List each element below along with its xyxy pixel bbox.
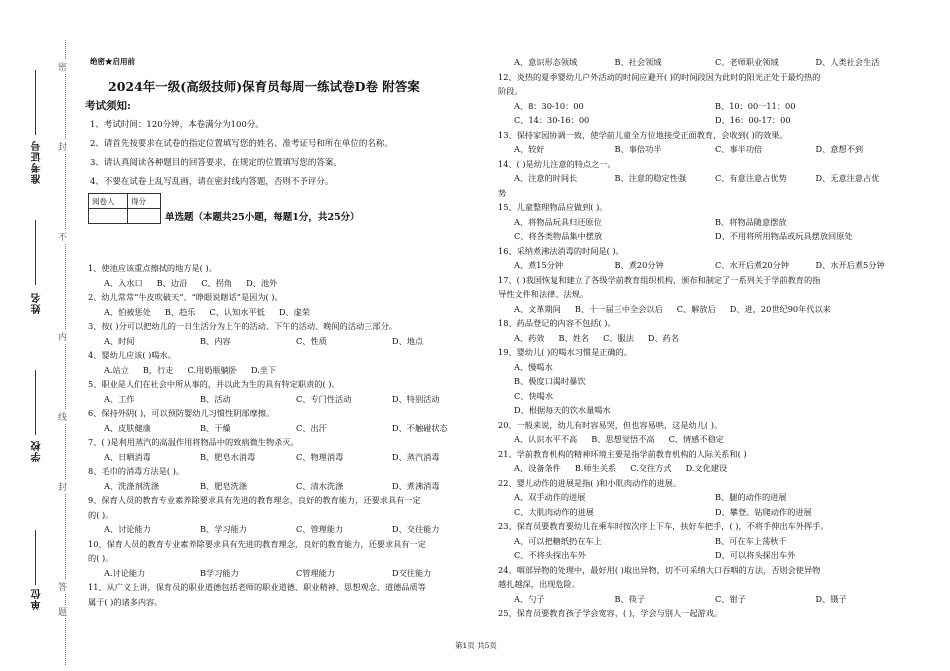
option[interactable]: B、将物品随意摆放 [715, 216, 787, 227]
option[interactable]: A、意识形态领域 [514, 57, 578, 67]
option[interactable]: B、注意的稳定性强 [614, 173, 687, 183]
question: 18、药品登记的内容不包括( )。 [498, 318, 616, 328]
option[interactable]: B、肥皂水消毒 [200, 451, 256, 462]
option[interactable]: C、老师职业领域 [715, 57, 779, 67]
option[interactable]: C、性质 [296, 335, 327, 346]
binding-label-school: 学校 [32, 440, 43, 462]
question: 17、( )我国恢复和建立了各级学前教育组织机构，颁布和制定了一系列关于学前教育的指 [498, 274, 821, 285]
option-row [88, 334, 488, 349]
binding-label-unit: 单位 [32, 588, 43, 610]
option[interactable]: B，行走 [142, 364, 174, 375]
question-cont: 属于( )的诸多内容。 [88, 596, 163, 607]
option-row [498, 55, 916, 70]
option[interactable]: C、水开后煮20分钟 [715, 260, 789, 270]
option[interactable]: D、不触碰状态 [392, 422, 448, 433]
section-title: 单选题（本题共25小题，每题1分，共25分） [165, 212, 360, 223]
score-table [88, 193, 161, 224]
option[interactable]: D交往能力 [392, 567, 432, 578]
option[interactable]: C、快喝水 [514, 390, 554, 401]
question: 22、婴儿动作的进展是指( )和小肌肉动作的进展。 [498, 477, 682, 488]
option[interactable]: D、攀登、钻爬动作的进展 [715, 506, 812, 517]
binding-margin [22, 40, 92, 665]
option[interactable]: A、入水口 [104, 277, 143, 288]
secret-mark: 绝密★启用前 [90, 57, 135, 66]
option[interactable]: B、思想觉悟不高 [591, 434, 655, 444]
option[interactable]: A、设备条件 [514, 463, 561, 473]
option[interactable]: D、地点 [392, 335, 424, 346]
question: 9、保育人员的教育专业素养除要求具有先进的教育理念，良好的教育能力，还要求具有一定 [88, 495, 421, 505]
option[interactable]: C管理能力 [296, 567, 336, 578]
option[interactable]: B、干燥 [200, 422, 231, 433]
option[interactable]: B、极度口渴时暴饮 [514, 376, 586, 386]
option[interactable]: C、管理能力 [296, 524, 344, 534]
question: 5、职业是人们在社会中所从事的，并以此为生的具有特定职责的( )。 [88, 379, 340, 389]
notice-heading: 考试须知: [85, 100, 131, 112]
question: 3、按( )分可以把幼儿的一日生活分为上午的活动、下午的活动、晚间的活动三部分。 [88, 321, 397, 331]
option[interactable]: A、洗涤剂洗涤 [104, 480, 160, 491]
option[interactable]: D、煮沸消毒 [392, 480, 440, 491]
option[interactable]: B、学习能力 [200, 524, 247, 534]
fill-line-school [35, 370, 36, 435]
question-cont: 势 [498, 187, 507, 198]
question-cont: 越扎越深，出现危险。 [498, 579, 580, 589]
fill-line-exam-id [35, 70, 36, 135]
seal-char: 密 [58, 60, 67, 73]
option[interactable]: D.坐下 [251, 364, 277, 375]
option[interactable]: C、服法 [603, 332, 634, 343]
option[interactable]: D、蒸汽消毒 [392, 451, 440, 462]
option-row [498, 258, 916, 273]
option-row [88, 479, 488, 494]
option-row [498, 99, 916, 114]
page-title: 2024年一级(高级技师)保育员每周一练试卷D卷 附答案 [108, 79, 420, 94]
seal-char: 题 [58, 605, 67, 618]
option[interactable]: A、认识水平不高 [514, 434, 578, 444]
seal-cut-line [65, 40, 66, 665]
score-cell[interactable] [128, 209, 161, 224]
question: 24、咽部异物的处理中，最好用( )取出异物，切不可采纳大口吞咽的方法，否则会使异物 [498, 564, 821, 575]
seal-char: 封 [58, 140, 67, 153]
score-header-score: 得分 [128, 194, 161, 209]
left-column [88, 261, 488, 609]
question: 25、保育员要教育孩子学会宽容，( )，学会与别人一起游戏。 [498, 608, 723, 618]
option[interactable]: D、意想不到 [815, 144, 864, 154]
option[interactable]: C、情感不稳定 [668, 434, 724, 444]
option[interactable]: D、根据每天的饮水量喝水 [514, 405, 611, 415]
option[interactable]: A、讨论能力 [104, 524, 151, 534]
option[interactable]: A、较好 [514, 144, 545, 154]
option[interactable]: D、池外 [246, 277, 278, 288]
option[interactable]: B、腿的动作的进展 [715, 492, 787, 502]
option[interactable]: C、将各类物品集中摆放 [514, 231, 603, 241]
option[interactable]: B、肥皂洗涤 [200, 480, 247, 491]
question: 7、( )是利用蒸汽的高温作用将物品中的致病微生物杀灭。 [88, 437, 299, 447]
option[interactable]: C、认知水平低 [209, 306, 265, 317]
binding-label-exam-id: 准考证号 [32, 140, 43, 184]
option[interactable]: B、趋乐 [164, 306, 196, 317]
option-row [498, 505, 916, 520]
option[interactable]: C、不将头探出车外 [514, 550, 586, 560]
option-row [498, 331, 916, 346]
option[interactable]: B、边沿 [156, 277, 188, 288]
option-row [88, 450, 488, 465]
question-cont: 的( )。 [88, 509, 114, 520]
fill-line-name [35, 220, 36, 285]
option[interactable]: D、水开后煮5分钟 [815, 260, 885, 270]
option[interactable]: B、姓名 [558, 332, 590, 343]
option[interactable]: A、工作 [104, 393, 135, 404]
option[interactable]: A、注意的时间长 [514, 173, 578, 183]
option-row [88, 305, 488, 320]
option-row [88, 421, 488, 436]
option[interactable]: B、煮20分钟 [614, 260, 664, 270]
option-row [498, 534, 916, 549]
question: 21、学前教育机构的精神环境主要是指学前教育机构的人际关系和( ) [498, 448, 747, 459]
question: 12、炎热的夏季婴幼儿户外活动的时间应避开( )的时间段因为此时的阳光正处于最灼热的 [498, 71, 821, 82]
option[interactable]: D、16：00-17：00 [715, 115, 791, 125]
question: 8、毛巾的消毒方法是( )。 [88, 466, 185, 476]
option[interactable]: C、解放后 [676, 303, 716, 314]
question: 16、采纳煮沸法消毒的时间是( )。 [498, 245, 624, 256]
option[interactable]: C、清水洗涤 [296, 480, 344, 491]
seal-char: 线 [58, 410, 67, 423]
option[interactable]: D、虚荣 [278, 306, 310, 317]
option[interactable]: A、时间 [104, 335, 135, 346]
option[interactable]: C、钳子 [715, 593, 746, 604]
option[interactable]: B、筷子 [614, 593, 646, 604]
option[interactable]: D、镊子 [815, 593, 847, 604]
option-row [88, 363, 488, 378]
option[interactable]: A、怕被惩处 [104, 306, 151, 317]
option[interactable]: A、文革期间 [514, 303, 561, 314]
option[interactable]: A、药效 [514, 332, 545, 343]
option-row [498, 142, 916, 157]
option[interactable]: A、日晒消毒 [104, 451, 151, 462]
question: 4、婴幼儿应该( )喝水。 [88, 350, 176, 360]
notice-item: 3、请认真阅读各种题目的回答要求，在规定的位置填写您的答案。 [90, 158, 342, 168]
option-row [498, 548, 916, 563]
question: 19、婴幼儿( )的喝水习惯是正确的。 [498, 347, 633, 357]
option[interactable]: B、社会领域 [614, 57, 662, 67]
option-row [498, 490, 916, 505]
grader-cell[interactable] [89, 209, 128, 224]
option[interactable]: A、8：30-10：00 [514, 100, 584, 111]
question: 23、保育员要教育要幼儿在乘车时按次序上下车，扶好车把手，( )，不将手伸出车外挥手。 [498, 521, 829, 531]
question: 13、保持家园协调一致，使学前儿童全方位地接受正面教育，会收到( )的效果。 [498, 129, 788, 140]
option[interactable]: A、可以把糖纸扔在车上 [514, 535, 602, 546]
option[interactable]: D、人类社会生活 [815, 57, 880, 67]
option-row [498, 461, 916, 476]
score-header-grader: 阅卷人 [89, 194, 128, 209]
option-row [498, 592, 916, 607]
option[interactable]: D.文化建设 [685, 463, 728, 473]
option[interactable]: C、有意注意占优势 [715, 173, 787, 183]
option[interactable]: C.用奶瓶躺卧 [187, 364, 237, 375]
option-row [498, 113, 916, 128]
option[interactable]: B、10：00一11：00 [715, 100, 796, 111]
option[interactable]: A、将物品玩具归还原位 [514, 216, 602, 227]
binding-label-name: 姓名 [32, 292, 43, 314]
option[interactable]: C、物理消毒 [296, 451, 344, 462]
question: 2、幼儿常常“牛皮吹破天”、“睁眼说瞎话”是因为( )。 [88, 292, 283, 302]
option-row [498, 215, 916, 230]
option[interactable]: D、可以将头探出车外 [715, 550, 796, 560]
question: 6、保持外阴( )，可以预防婴幼儿习惯性阴部摩擦。 [88, 408, 275, 418]
option[interactable]: B、事倍功半 [614, 144, 662, 154]
option[interactable]: D、交往能力 [392, 524, 440, 534]
option[interactable]: A、皮肤健康 [104, 422, 151, 433]
option[interactable]: D、无意注意占优 [815, 173, 880, 183]
option[interactable]: C、拐角 [201, 277, 233, 288]
option[interactable]: C、14：30-16：00 [514, 115, 590, 125]
seal-char: 不 [58, 230, 67, 243]
option-row [498, 171, 916, 186]
option-row [88, 566, 488, 581]
option[interactable]: C.交往方式 [630, 463, 672, 473]
option[interactable]: B学习能力 [200, 567, 239, 578]
seal-char: 答 [58, 580, 67, 593]
question: 10、保育人员的教育专业素养除要求具有先进的教育理念，良好的教育能力，还要求具有一定 [88, 538, 426, 549]
question: 11、从广义上讲，保育员的职业道德包括老师的职业道德、职业精神、思想观念、道德品质等 [88, 582, 426, 592]
question-cont: 的( )。 [88, 553, 114, 563]
option[interactable]: B、可在车上荡秋千 [715, 535, 787, 546]
option[interactable]: C、专门性活动 [296, 393, 352, 404]
seal-char: 内 [58, 330, 67, 343]
option-row [88, 276, 488, 291]
option[interactable]: D、药名 [647, 332, 680, 343]
option[interactable]: A、煮15分钟 [514, 260, 564, 270]
question: 1、使池应该重点擦拭的地方是( )。 [88, 263, 217, 273]
option-row [498, 432, 916, 447]
option[interactable]: A.站立 [104, 364, 129, 375]
question-cont: 导性文件和法律、法规。 [498, 289, 589, 299]
option[interactable]: C、事半功倍 [715, 144, 763, 154]
question: 14、( )是幼儿注意的特点之一。 [498, 158, 616, 169]
option-row [498, 302, 916, 317]
option[interactable]: C、出汗 [296, 422, 327, 433]
notice-item: 2、请首先按要求在试卷的指定位置填写您的姓名、准考证号和所在单位的名称。 [90, 139, 393, 149]
notice-item: 4、不要在试卷上乱写乱画，请在密封线内答题，否则不予评分。 [90, 177, 334, 187]
option[interactable]: B、十一届三中全会以后 [574, 303, 663, 314]
seal-char: 封 [58, 480, 67, 493]
page-number: 第1页 共5页 [455, 641, 497, 650]
question: 15、儿童整理物品应做到( )。 [498, 202, 608, 212]
fill-line-unit [35, 530, 36, 585]
option-row [88, 392, 488, 407]
notice-item: 1、考试时间：120分钟，本卷满分为100分。 [90, 120, 264, 130]
option[interactable]: D、不用将所用物品或玩具摆放回原处 [715, 231, 853, 241]
option[interactable]: A、勺子 [514, 593, 545, 604]
question-cont: 阶段。 [498, 86, 523, 96]
option[interactable]: A、双手动作的进展 [514, 492, 586, 502]
option[interactable]: D、进，20世纪90年代以来 [729, 303, 831, 314]
option[interactable]: A.讨论能力 [104, 567, 146, 578]
option[interactable]: C、大肌肉动作的进展 [514, 506, 594, 517]
option-row [498, 229, 916, 244]
option[interactable]: B.师生关系 [574, 463, 617, 473]
right-column [498, 55, 916, 621]
option[interactable]: A、慢喝水 [514, 361, 553, 372]
option-row [88, 522, 488, 537]
question: 20、一般来说，幼儿有时容易哭，但也容易哄，这是幼儿( )。 [498, 419, 723, 430]
option[interactable]: D、特别活动 [392, 393, 440, 404]
option[interactable]: B、活动 [200, 393, 231, 404]
option[interactable]: B、内容 [200, 335, 231, 346]
